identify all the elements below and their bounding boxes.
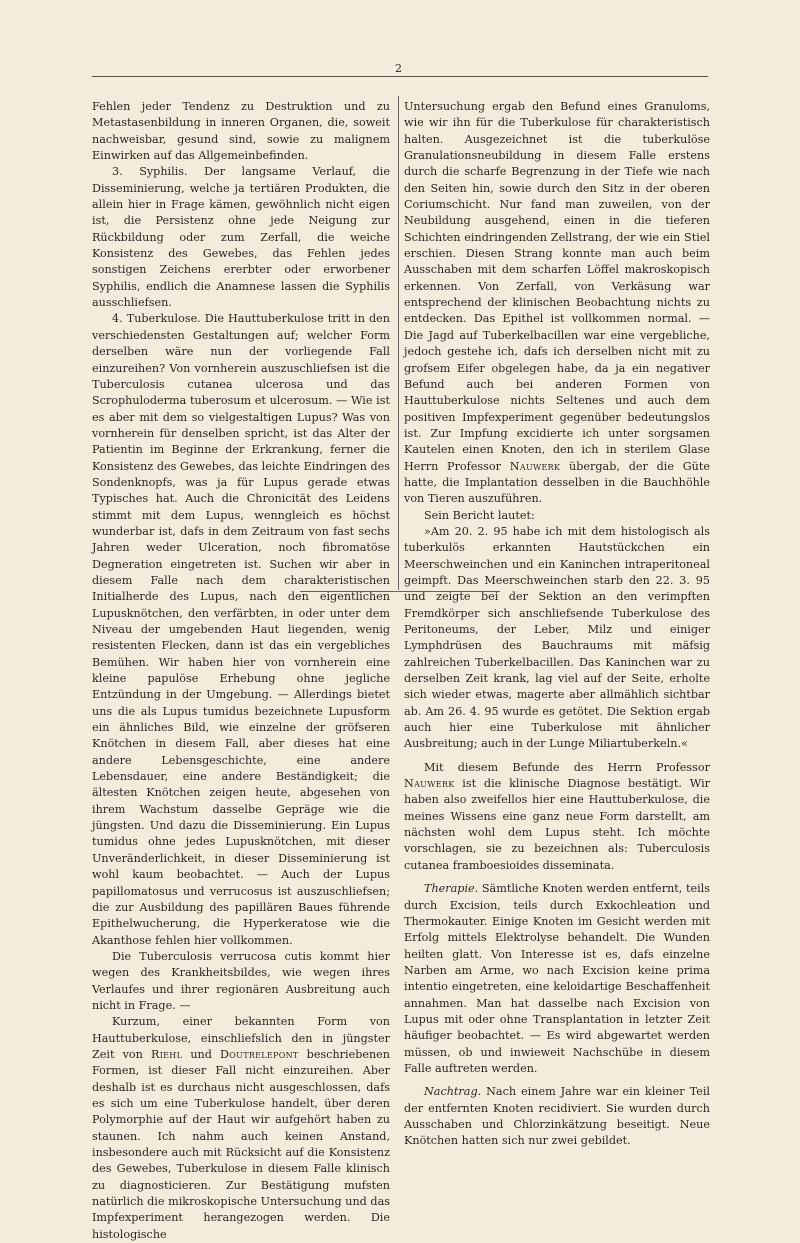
- paragraph-tuberkulose: 4. Tuberkulose. Die Hauttuberkulose tritt in den verschiedensten Gestaltungen auf; welcher Form derselben wäre nun der vorliegende Fall einzureihen? Von vornherein auszuschliefsen ist die Tuberculosis cutanea ulcerosa und das Scrophuloderma tuberosum et ulcerosum. — Wie ist es aber mit dem so vielgestaltigen Lupus? Was von vornherein für denselben spricht, ist das Alter der Patientin im Beginne der Erkrankung, ferner die Konsistenz des Gewebes, das leichte Eindringen des Sondenknopfs, was ja für Lupus gerade etwas Typisches hat. Auch die Chronicität des Leidens stimmt mit dem Lupus, wenngleich es höchst wunderbar ist, dafs in dem Zeitraum von fast sechs Jahren weder Ulceration, noch fibromatöse Degneration eingetreten ist. Suchen wir aber in diesem Falle nach dem charakteristischen Initialherde des Lupus, nach den eigentlichen Lupusknötchen, den verfärbten, in oder unter dem Niveau der umgebenden Haut liegenden, wenig resistenten Flecken, dann ist das ein vergebliches Bemühen. Wir haben hier von vornherein eine kleine papulöse Erhebung ohne jegliche Entzündung in der Umgebung. — Allerdings bietet uns die als Lupus tumidus bezeichnete Lupusform ein ähnliches Bild, wie einzelne der gröfseren Knötchen in diesem Fall, aber dieses hat eine andere Lebensgeschichte, eine andere Lebensdauer, eine andere Beständigkeit; die ältesten Knötchen zeigen heute, abgesehen von ihrem Wachstum dasselbe Gepräge wie die jüngsten. Und dazu die Disseminierung. Ein Lupus tumidus ohne jedes Lupusknötchen, mit dieser Unveränderlichkeit, in dieser Disseminierung ist wohl kaum beobachtet. — Auch der Lupus papillomatosus und verrucosus ist auszuschliefsen; die zur Ausbildung des papillären Baues führende Epithelwucherung, die Hyperkeratose wie die Akanthose fehlen hier vollkommen.: [92, 312, 390, 947]
- header-rule: [92, 76, 708, 77]
- paragraph: [404, 760, 710, 874]
- text-run: und: [182, 1047, 221, 1061]
- text-run: Nach einem Jahre war ein kleiner Teil der entfernten Knoten recidiviert. Sie wurden durch Ausschaben und Chlorzinkätzung beseitigt. Neue Knötchen hatten sich nur zwei gebildet.: [404, 1085, 710, 1148]
- paragraph-nachtrag: [404, 1084, 710, 1149]
- text-run: Sämtliche Knoten werden entfernt, teils durch Excision, teils durch Exkochleation und Thermokauter. Einige Knoten im Gesicht werden mit Erfolg mittels Elektrolyse behandelt. Die Wunden heilten glatt. Von Interesse ist es, dafs einzelne Narben am Arme, wo nach Excision keine prima intentio eingetreten, eine keloidartige Beschaffenheit annahmen. Man hat dasselbe nach Excision von Lupus mit oder ohne Transplantation in letzter Zeit häufiger beobachtet. — Es wird abgewartet werden müssen, ob und inwieweit Nachschübe in diesem Falle auftreten werden.: [404, 882, 710, 1075]
- column-divider: [398, 96, 399, 590]
- section-label: Nachtrag.: [424, 1085, 482, 1099]
- text-run: übergab, der die Güte hatte, die Implantation desselben in die Bauchhöhle von Tieren auszuführen.: [404, 459, 710, 506]
- paragraph: Fehlen jeder Tendenz zu Destruktion und zu Metastasenbildung in inneren Organen, die, soweit nachweisbar, gesund sind, sowie zu malignem Einwirken auf das Allgemeinbefinden.: [92, 100, 390, 163]
- text-run: ist die klinische Diagnose bestätigt. Wir haben also zweifellos hier eine Hauttuberkulose, die meines Wissens eine ganz neue Form darstellt, am nächsten wohl dem Lupus steht. Ich möchte vorschlagen, sie zu bezeichnen als: Tuberculosis cutanea framboesioides disseminata.: [404, 777, 710, 872]
- page-number: 2: [395, 62, 402, 75]
- right-column: [404, 99, 710, 1150]
- quoted-report: »Am 20. 2. 95 habe ich mit dem histologisch als tuberkulös erkannten Hautstückchen ein Meerschweinchen und ein Kaninchen intraperitoneal geimpft. Das Meerschweinchen starb den 22. 3. 95 und zeigte bei der Sektion an den verimpften Fremdkörper sich anschliefsende Tuberkulose des Peritoneums, der Leber, Milz und einiger Lymphdrüsen des Bauchraums mit mäfsig zahlreichen Tuberkelbacillen. Das Kaninchen war zu derselben Zeit krank, lag viel auf der Seite, erholte sich wieder etwas, magerte aber allmählich sichtbar ab. Am 26. 4. 95 wurde es getötet. Die Sektion ergab auch hier eine Tuberkulose mit ähnlicher Ausbreitung; auch in der Lunge Miliartuberkeln.«: [404, 524, 710, 751]
- paragraph-syphilis: 3. Syphilis. Der langsame Verlauf, die Disseminierung, welche ja tertiären Produkten, die allein hier in Frage kämen, gewöhnlich nicht eigen ist, die Persistenz ohne jede Neigung zur Rückbildung oder zum Zerfall, die weiche Konsistenz des Gewebes, das Fehlen jedes sonstigen Zeichens ererbter oder erworbener Syphilis, endlich die Anamnese lassen die Syphilis ausschliefsen.: [92, 165, 390, 310]
- paragraph: Sein Bericht lautet:: [424, 508, 535, 522]
- paragraph-therapie: [404, 881, 710, 1077]
- text-run: Mit diesem Befunde des Herrn Professor: [424, 760, 710, 774]
- author-name: Nauwerk: [404, 777, 455, 791]
- author-name: Nauwerk: [509, 459, 561, 473]
- footer-rule: [300, 591, 500, 592]
- text-run: beschriebenen Formen, ist dieser Fall nicht einzureihen. Aber deshalb ist es durchaus nicht ausgeschlossen, dafs es sich um eine Tuberkulose handelt, über deren Polymorphie auf der Haut wir aufgehört haben zu staunen. Ich nahm auch keinen Anstand, insbesondere auch mit Rücksicht auf die Konsistenz des Gewebes, Tuberkulose in diesem Falle klinisch zu diagnosticieren. Zur Bestätigung mufsten natürlich die mikroskopische Untersuchung und das Impfexperiment herangezogen werden. Die histologische: [92, 1047, 391, 1241]
- author-name: Riehl: [150, 1047, 183, 1061]
- left-column: [92, 99, 390, 1243]
- text-run: Untersuchung ergab den Befund eines Granuloms, wie wir ihn für die Tuberkulose für charakteristisch halten. Ausgezeichnet ist die tuberkulöse Granulationsneubildung in diesem Falle erstens durch die scharfe Begrenzung in der Tiefe wie nach den Seiten hin, sowie durch den Sitz in der oberen Coriumschicht. Nur fand man zuweilen, von der Neubildung ausgehend, einen in die tieferen Schichten eindringenden Zellstrang, der wie ein Stiel erschien. Diesen Strang konnte man auch beim Ausschaben mit dem scharfen Löffel makroskopisch erkennen. Von Zerfall, von Verkäsung war entsprechend der klinischen Beobachtung nichts zu entdecken. Das Epithel ist vollkommen normal. — Die Jagd auf Tuberkelbacillen war eine vergebliche, jedoch gestehe ich, dafs ich derselben nicht mit zu grofsem Eifer obgelegen habe, da ja ein negativer Befund auch bei anderen Formen von Hauttuberkulose nichts Seltenes und auch dem positiven Impfexperiment gegenüber bedeutungslos ist. Zur Impfung excidierte ich unter sorgsamen Kautelen einen Knoten, den ich in sterilem Glase Herrn Professor: [404, 100, 710, 473]
- section-label: Therapie.: [424, 882, 479, 896]
- author-name: Doutrelepont: [220, 1047, 299, 1061]
- paragraph: Die Tuberculosis verrucosa cutis kommt hier wegen des Krankheitsbildes, wie wegen ihres Verlaufes und ihrer regionären Ausbreitung auch nicht in Frage. —: [92, 949, 390, 1012]
- text-run: Kurzum, einer bekannten Form von Hauttuberkulose, einschliefslich den in jüngster Zeit von: [92, 1015, 390, 1061]
- paragraph: [404, 99, 710, 508]
- paragraph-kurzum: [92, 1014, 390, 1243]
